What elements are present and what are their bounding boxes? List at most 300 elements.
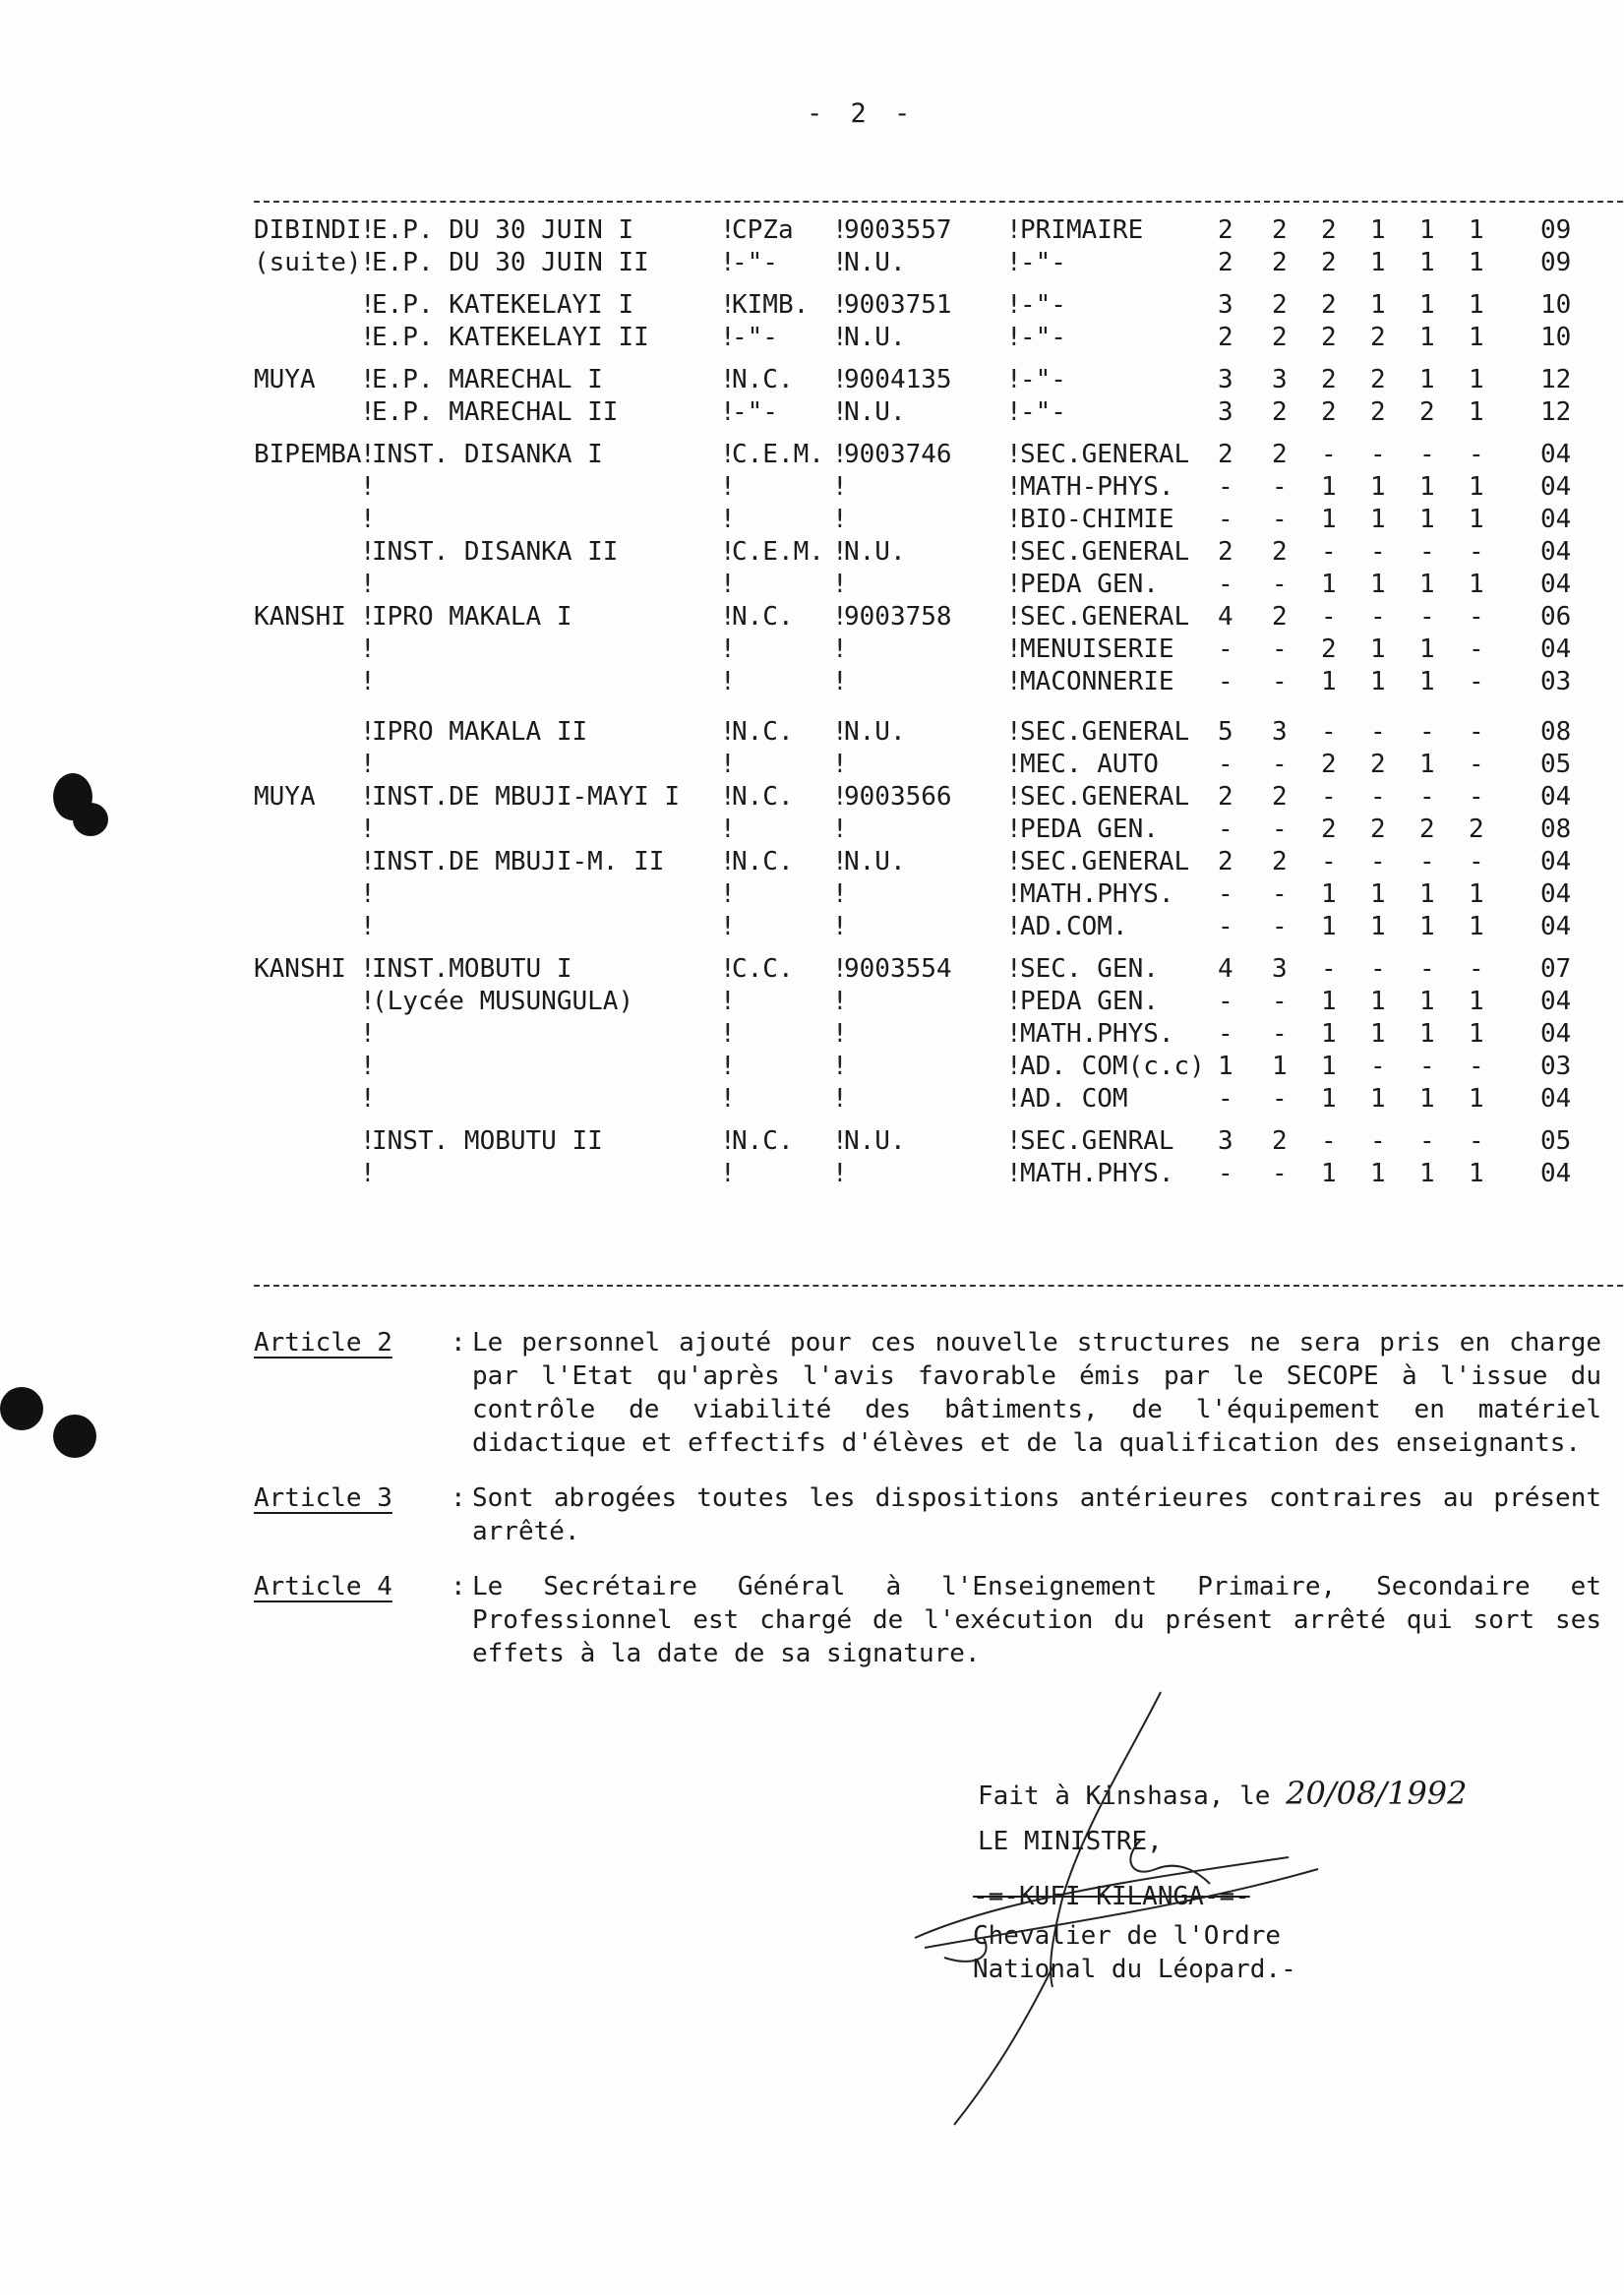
table-row — [254, 504, 1623, 536]
regime-cell: -"- — [732, 323, 778, 352]
school-name-cell: INST.DE MBUJI-MAYI I — [372, 782, 681, 812]
table-row — [254, 953, 1623, 986]
minister-title-line1: Chevalier de l'Ordre — [973, 1921, 1282, 1951]
class-count-cell: - — [1218, 750, 1233, 779]
option-cell: PEDA GEN. — [1020, 987, 1159, 1016]
article-4 — [254, 1570, 1601, 1670]
option-cell: AD.COM. — [1020, 912, 1128, 941]
column-separator: ! — [720, 248, 736, 277]
option-cell: MATH.PHYS. — [1020, 1159, 1174, 1188]
article-colon: : — [451, 1572, 466, 1601]
class-count-cell: - — [1321, 440, 1337, 469]
class-count-cell: 1 — [1419, 667, 1435, 696]
column-separator: ! — [1006, 847, 1022, 876]
class-count-cell: - — [1419, 847, 1435, 876]
column-separator: ! — [360, 290, 376, 320]
column-separator: ! — [1006, 634, 1022, 664]
class-count-cell: 2 — [1272, 215, 1288, 245]
regime-cell: N.C. — [732, 365, 794, 394]
column-separator: ! — [360, 912, 376, 941]
column-separator: ! — [360, 987, 376, 1016]
total-cell: 03 — [1540, 1052, 1572, 1081]
class-count-cell: 3 — [1218, 365, 1233, 394]
class-count-cell: 2 — [1218, 847, 1233, 876]
option-cell: PRIMAIRE — [1020, 215, 1144, 245]
class-count-cell: 1 — [1321, 1159, 1337, 1188]
class-count-cell: 1 — [1419, 505, 1435, 534]
column-separator: ! — [360, 215, 376, 245]
option-cell: MACONNERIE — [1020, 667, 1174, 696]
column-separator: ! — [832, 782, 848, 812]
class-count-cell: 1 — [1321, 879, 1337, 909]
class-count-cell: - — [1272, 1084, 1288, 1114]
column-separator: ! — [832, 750, 848, 779]
class-count-cell: 1 — [1469, 570, 1484, 599]
class-count-cell: - — [1469, 537, 1484, 567]
class-count-cell: 1 — [1419, 365, 1435, 394]
article-label: Article 3 — [254, 1483, 392, 1513]
class-count-cell: - — [1469, 634, 1484, 664]
class-count-cell: 3 — [1272, 954, 1288, 984]
class-count-cell: 2 — [1321, 215, 1337, 245]
table-row — [254, 781, 1623, 814]
option-cell: SEC.GENERAL — [1020, 847, 1190, 876]
class-count-cell: - — [1469, 782, 1484, 812]
article-text: Le Secrétaire Général à l'Enseignement Primaire, Secondaire et Professionnel est chargé de l'exécution du présent arrêté qui sort ses effets à la date de sa signature. — [472, 1572, 1601, 1668]
column-separator: ! — [720, 1084, 736, 1114]
column-separator: ! — [720, 537, 736, 567]
articles-section — [254, 1326, 1601, 1692]
total-cell: 04 — [1540, 570, 1572, 599]
column-separator: ! — [720, 365, 736, 394]
class-count-cell: 1 — [1370, 570, 1386, 599]
school-code-cell: N.U. — [844, 323, 906, 352]
column-separator: ! — [720, 1019, 736, 1049]
class-count-cell: - — [1272, 987, 1288, 1016]
column-separator: ! — [360, 602, 376, 632]
regime-cell: N.C. — [732, 602, 794, 632]
minister-role: LE MINISTRE, — [978, 1827, 1163, 1856]
minister-title-line2: National du Léopard.- — [973, 1955, 1296, 1984]
column-separator: ! — [832, 537, 848, 567]
class-count-cell: 3 — [1218, 1126, 1233, 1156]
column-separator: ! — [720, 505, 736, 534]
class-count-cell: 1 — [1272, 1052, 1288, 1081]
option-cell: SEC.GENERAL — [1020, 782, 1190, 812]
column-separator: ! — [360, 1084, 376, 1114]
class-count-cell: 2 — [1218, 537, 1233, 567]
column-separator: ! — [832, 215, 848, 245]
class-count-cell: 2 — [1272, 782, 1288, 812]
column-separator: ! — [720, 912, 736, 941]
table-row — [254, 878, 1623, 911]
column-separator: ! — [1006, 987, 1022, 1016]
class-count-cell: - — [1469, 602, 1484, 632]
total-cell: 04 — [1540, 847, 1572, 876]
class-count-cell: 1 — [1419, 248, 1435, 277]
class-count-cell: - — [1419, 717, 1435, 747]
class-count-cell: - — [1469, 667, 1484, 696]
total-cell: 08 — [1540, 717, 1572, 747]
table-row — [254, 1051, 1623, 1083]
column-separator: ! — [720, 602, 736, 632]
column-separator: ! — [720, 717, 736, 747]
article-2 — [254, 1326, 1601, 1460]
class-count-cell: - — [1321, 954, 1337, 984]
column-separator: ! — [832, 1084, 848, 1114]
column-separator: ! — [1006, 537, 1022, 567]
column-separator: ! — [832, 847, 848, 876]
column-separator: ! — [360, 323, 376, 352]
regime-cell: CPZa — [732, 215, 794, 245]
class-count-cell: 2 — [1419, 815, 1435, 844]
class-count-cell: - — [1218, 472, 1233, 502]
column-separator: ! — [360, 365, 376, 394]
column-separator: ! — [1006, 290, 1022, 320]
class-count-cell: 1 — [1469, 987, 1484, 1016]
class-count-cell: - — [1321, 847, 1337, 876]
class-count-cell: 2 — [1218, 782, 1233, 812]
table-row — [254, 846, 1623, 878]
class-count-cell: 1 — [1469, 472, 1484, 502]
column-separator: ! — [720, 290, 736, 320]
article-label: Article 2 — [254, 1328, 392, 1358]
class-count-cell: 1 — [1321, 1019, 1337, 1049]
table-row — [254, 1018, 1623, 1051]
row-spacer — [254, 943, 1623, 953]
class-count-cell: 1 — [1469, 505, 1484, 534]
total-cell: 04 — [1540, 1019, 1572, 1049]
class-count-cell: - — [1370, 954, 1386, 984]
class-count-cell: 1 — [1469, 1084, 1484, 1114]
class-count-cell: 1 — [1419, 323, 1435, 352]
class-count-cell: - — [1419, 954, 1435, 984]
class-count-cell: 1 — [1469, 879, 1484, 909]
column-separator: ! — [1006, 602, 1022, 632]
total-cell: 04 — [1540, 634, 1572, 664]
ink-blot — [73, 803, 108, 836]
table-row — [254, 247, 1623, 279]
total-cell: 04 — [1540, 537, 1572, 567]
class-count-cell: - — [1419, 1126, 1435, 1156]
column-separator: ! — [832, 634, 848, 664]
class-count-cell: - — [1419, 1052, 1435, 1081]
column-separator: ! — [360, 505, 376, 534]
class-count-cell: - — [1321, 537, 1337, 567]
location-cell: MUYA — [254, 782, 316, 812]
class-count-cell: 1 — [1321, 505, 1337, 534]
column-separator: ! — [720, 954, 736, 984]
regime-cell: N.C. — [732, 847, 794, 876]
table-row — [254, 749, 1623, 781]
option-cell: AD. COM — [1020, 1084, 1128, 1114]
school-name-cell: INST. MOBUTU II — [372, 1126, 603, 1156]
class-count-cell: 1 — [1469, 290, 1484, 320]
school-code-cell: N.U. — [844, 248, 906, 277]
class-count-cell: 2 — [1321, 815, 1337, 844]
total-cell: 06 — [1540, 602, 1572, 632]
table-row — [254, 814, 1623, 846]
class-count-cell: 1 — [1370, 879, 1386, 909]
class-count-cell: 1 — [1321, 1084, 1337, 1114]
option-cell: -"- — [1020, 365, 1066, 394]
row-spacer — [254, 279, 1623, 289]
table-row — [254, 439, 1623, 471]
school-name-cell: INST. DISANKA I — [372, 440, 603, 469]
class-count-cell: - — [1218, 634, 1233, 664]
class-count-cell: 1 — [1370, 1084, 1386, 1114]
column-separator: ! — [832, 815, 848, 844]
school-name-cell: INST. DISANKA II — [372, 537, 619, 567]
class-count-cell: - — [1218, 815, 1233, 844]
class-count-cell: - — [1218, 879, 1233, 909]
column-separator: ! — [720, 472, 736, 502]
class-count-cell: - — [1272, 667, 1288, 696]
column-separator: ! — [720, 570, 736, 599]
location-cell: (suite) — [254, 248, 362, 277]
article-text: Le personnel ajouté pour ces nouvelle structures ne sera pris en charge par l'Etat qu'après l'avis favorable émis par le SECOPE à l'issue du contrôle de viabilité des bâtiments, de l'équipement en matériel didactique et effectifs d'élèves et de la qualification des enseignants. — [472, 1328, 1601, 1458]
class-count-cell: 2 — [1321, 750, 1337, 779]
column-separator: ! — [832, 505, 848, 534]
regime-cell: -"- — [732, 248, 778, 277]
class-count-cell: - — [1272, 912, 1288, 941]
class-count-cell: 1 — [1419, 570, 1435, 599]
column-separator: ! — [720, 667, 736, 696]
table-row — [254, 1158, 1623, 1190]
column-separator: ! — [720, 1126, 736, 1156]
option-cell: AD. COM(c.c) — [1020, 1052, 1205, 1081]
column-separator: ! — [720, 397, 736, 427]
column-separator: ! — [832, 365, 848, 394]
column-separator: ! — [832, 602, 848, 632]
class-count-cell: - — [1370, 537, 1386, 567]
column-separator: ! — [832, 1126, 848, 1156]
class-count-cell: - — [1469, 717, 1484, 747]
column-separator: ! — [832, 667, 848, 696]
class-count-cell: 1 — [1370, 472, 1386, 502]
table-row — [254, 396, 1623, 429]
class-count-cell: - — [1370, 602, 1386, 632]
class-count-cell: 2 — [1218, 215, 1233, 245]
column-separator: ! — [1006, 750, 1022, 779]
class-count-cell: - — [1370, 1052, 1386, 1081]
class-count-cell: 2 — [1321, 365, 1337, 394]
option-cell: -"- — [1020, 323, 1066, 352]
option-cell: SEC.GENERAL — [1020, 537, 1190, 567]
total-cell: 05 — [1540, 1126, 1572, 1156]
school-name-cell: E.P. MARECHAL II — [372, 397, 619, 427]
column-separator: ! — [1006, 667, 1022, 696]
total-cell: 12 — [1540, 397, 1572, 427]
class-count-cell: - — [1272, 505, 1288, 534]
option-cell: SEC.GENRAL — [1020, 1126, 1174, 1156]
handwritten-signature — [885, 1672, 1397, 2144]
table-row — [254, 986, 1623, 1018]
class-count-cell: - — [1321, 602, 1337, 632]
column-separator: ! — [832, 879, 848, 909]
table-row — [254, 1083, 1623, 1116]
row-spacer — [254, 429, 1623, 439]
column-separator: ! — [360, 782, 376, 812]
school-name-cell: INST.DE MBUJI-M. II — [372, 847, 665, 876]
article-3 — [254, 1481, 1601, 1548]
class-count-cell: 1 — [1469, 397, 1484, 427]
handwritten-date: 20/08/1992 — [1286, 1775, 1468, 1812]
class-count-cell: 1 — [1321, 912, 1337, 941]
total-cell: 10 — [1540, 323, 1572, 352]
regime-cell: N.C. — [732, 1126, 794, 1156]
class-count-cell: 1 — [1370, 667, 1386, 696]
option-cell: SEC.GENERAL — [1020, 602, 1190, 632]
class-count-cell: - — [1218, 912, 1233, 941]
class-count-cell: 2 — [1272, 248, 1288, 277]
column-separator: ! — [720, 1159, 736, 1188]
column-separator: ! — [360, 537, 376, 567]
place-prefix: Fait à Kinshasa, le — [978, 1782, 1271, 1811]
class-count-cell: 1 — [1419, 750, 1435, 779]
class-count-cell: 1 — [1419, 1159, 1435, 1188]
school-name-cell: IPRO MAKALA I — [372, 602, 572, 632]
table-row — [254, 666, 1623, 698]
class-count-cell: 2 — [1218, 440, 1233, 469]
total-cell: 04 — [1540, 782, 1572, 812]
location-cell: BIPEMBA — [254, 440, 362, 469]
column-separator: ! — [832, 440, 848, 469]
column-separator: ! — [720, 1052, 736, 1081]
column-separator: ! — [1006, 1084, 1022, 1114]
class-count-cell: - — [1272, 634, 1288, 664]
article-colon: : — [451, 1328, 466, 1358]
table-bottom-rule — [254, 1285, 1623, 1287]
column-separator: ! — [1006, 215, 1022, 245]
class-count-cell: 2 — [1321, 323, 1337, 352]
column-separator: ! — [360, 1126, 376, 1156]
total-cell: 09 — [1540, 248, 1572, 277]
total-cell: 12 — [1540, 365, 1572, 394]
regime-cell: C.E.M. — [732, 537, 824, 567]
column-separator: ! — [1006, 782, 1022, 812]
class-count-cell: 1 — [1469, 323, 1484, 352]
class-count-cell: 1 — [1419, 1084, 1435, 1114]
column-separator: ! — [1006, 570, 1022, 599]
class-count-cell: - — [1218, 570, 1233, 599]
class-count-cell: 1 — [1419, 215, 1435, 245]
column-separator: ! — [360, 667, 376, 696]
option-cell: MATH-PHYS. — [1020, 472, 1174, 502]
class-count-cell: 2 — [1218, 323, 1233, 352]
total-cell: 07 — [1540, 954, 1572, 984]
option-cell: PEDA GEN. — [1020, 815, 1159, 844]
table-row — [254, 569, 1623, 601]
class-count-cell: - — [1419, 602, 1435, 632]
option-cell: MATH.PHYS. — [1020, 1019, 1174, 1049]
class-count-cell: - — [1272, 472, 1288, 502]
column-separator: ! — [832, 987, 848, 1016]
column-separator: ! — [832, 1159, 848, 1188]
column-separator: ! — [832, 323, 848, 352]
column-separator: ! — [1006, 879, 1022, 909]
row-spacer — [254, 354, 1623, 364]
regime-cell: C.C. — [732, 954, 794, 984]
school-name-cell: INST.MOBUTU I — [372, 954, 572, 984]
class-count-cell: - — [1419, 782, 1435, 812]
class-count-cell: 3 — [1218, 397, 1233, 427]
school-name-cell: E.P. KATEKELAYI I — [372, 290, 634, 320]
option-cell: BIO-CHIMIE — [1020, 505, 1174, 534]
total-cell: 04 — [1540, 1159, 1572, 1188]
table-row — [254, 364, 1623, 396]
class-count-cell: - — [1272, 1159, 1288, 1188]
option-cell: MENUISERIE — [1020, 634, 1174, 664]
class-count-cell: - — [1218, 1019, 1233, 1049]
column-separator: ! — [1006, 1052, 1022, 1081]
minister-name: -=-KUFI KILANGA-=- — [973, 1882, 1250, 1911]
school-name-cell: IPRO MAKALA II — [372, 717, 588, 747]
class-count-cell: 1 — [1419, 472, 1435, 502]
class-count-cell: 2 — [1272, 397, 1288, 427]
column-separator: ! — [360, 440, 376, 469]
total-cell: 04 — [1540, 879, 1572, 909]
total-cell: 05 — [1540, 750, 1572, 779]
total-cell: 03 — [1540, 667, 1572, 696]
class-count-cell: 2 — [1370, 750, 1386, 779]
table-row — [254, 471, 1623, 504]
option-cell: -"- — [1020, 290, 1066, 320]
class-count-cell: - — [1469, 440, 1484, 469]
class-count-cell: 2 — [1272, 1126, 1288, 1156]
column-separator: ! — [360, 815, 376, 844]
column-separator: ! — [832, 248, 848, 277]
column-separator: ! — [832, 717, 848, 747]
column-separator: ! — [360, 1159, 376, 1188]
ink-blot — [0, 1387, 43, 1430]
class-count-cell: 2 — [1218, 248, 1233, 277]
class-count-cell: - — [1218, 987, 1233, 1016]
option-cell: -"- — [1020, 397, 1066, 427]
option-cell: SEC.GENERAL — [1020, 717, 1190, 747]
table-top-rule — [254, 201, 1623, 203]
location-cell: KANSHI — [254, 954, 346, 984]
class-count-cell: 1 — [1419, 912, 1435, 941]
option-cell: PEDA GEN. — [1020, 570, 1159, 599]
class-count-cell: 1 — [1370, 987, 1386, 1016]
class-count-cell: 2 — [1272, 602, 1288, 632]
class-count-cell: 1 — [1321, 570, 1337, 599]
total-cell: 09 — [1540, 215, 1572, 245]
column-separator: ! — [1006, 1126, 1022, 1156]
class-count-cell: - — [1370, 782, 1386, 812]
column-separator: ! — [1006, 323, 1022, 352]
class-count-cell: 2 — [1272, 440, 1288, 469]
class-count-cell: 1 — [1469, 912, 1484, 941]
column-separator: ! — [832, 397, 848, 427]
class-count-cell: - — [1469, 1052, 1484, 1081]
class-count-cell: 1 — [1469, 1159, 1484, 1188]
class-count-cell: 1 — [1469, 215, 1484, 245]
class-count-cell: 4 — [1218, 602, 1233, 632]
row-spacer — [254, 698, 1623, 716]
column-separator: ! — [1006, 440, 1022, 469]
regime-cell: N.C. — [732, 717, 794, 747]
column-separator: ! — [1006, 912, 1022, 941]
column-separator: ! — [832, 472, 848, 502]
class-count-cell: - — [1370, 1126, 1386, 1156]
column-separator: ! — [1006, 1159, 1022, 1188]
column-separator: ! — [1006, 815, 1022, 844]
class-count-cell: 2 — [1272, 323, 1288, 352]
school-name-cell: E.P. KATEKELAYI II — [372, 323, 649, 352]
class-count-cell: 2 — [1272, 537, 1288, 567]
